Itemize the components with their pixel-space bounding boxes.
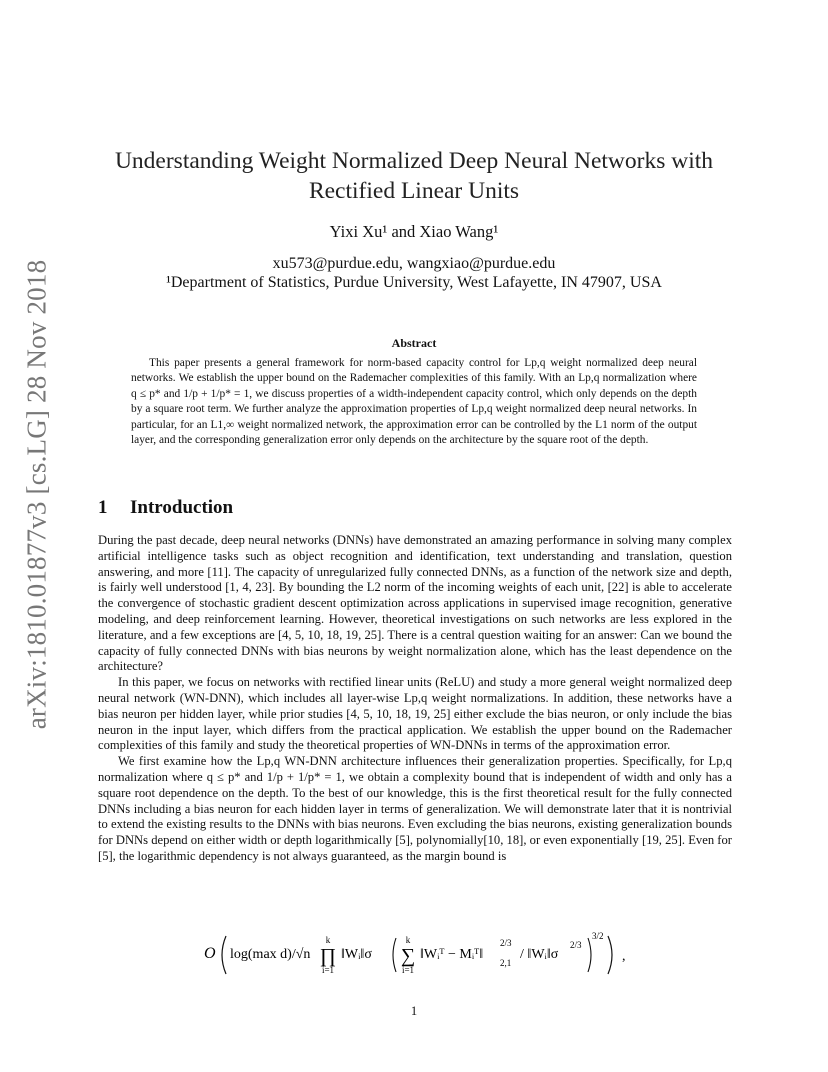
arxiv-id: arXiv:1810.01877v3 [cs.LG] 28 Nov 2018 <box>21 259 52 729</box>
eq-inner-sub: 2,1 <box>500 958 512 968</box>
eq-inner-right-paren <box>588 938 591 972</box>
paragraph: In this paper, we focus on networks with rectified linear units (ReLU) and study a more general weight normalized deep neural network (WN-DNN), which includes all layer-wise Lp,q weight normalizations. In addition, these networks have a bias neuron per hidden layer, while prior studies [4, 5, 10, 18, 19, 25] either exclude the bias neuron, or only include the bias neuron in the input layer, which differs from the practical application. We establish the upper bound on the Rademacher complexities of this family and study the theoretical properties of WN-DNNs in terms of the approximation error. <box>98 675 732 753</box>
section-number: 1 <box>98 497 108 518</box>
abstract-text: This paper presents a general framework for norm-based capacity control for Lp,q weight normalized deep neural networks. We establish the upper bound on the Rademacher complexities of this family. With an Lp,q normalization where q ≤ p* and 1/p + 1/p* = 1, we discuss properties of a width-independent capacity control, which only depends on the depth by a square root term. We further analyze the approximation properties of Lp,q weight normalized deep neural networks. In particular, for an L1,∞ weight normalized network, the approximation error can be controlled by the L1 norm of the output layer, and the corresponding generalization error only depends on the architecture by the square root of the depth. <box>131 357 697 447</box>
affiliation: ¹Department of Statistics, Purdue University, West Lafayette, IN 47907, USA <box>166 274 662 291</box>
paragraph: During the past decade, deep neural networks (DNNs) have demonstrated an amazing performance in solving many complex artificial intelligence tasks such as object recognition and identification, text understanding and translation, question answering, and more [11]. The capacity of unregularized fully connected DNNs, as a function of the network size and depth, is fairly well understood [1, 4, 23]. By bounding the L2 norm of the incoming weights of each unit, [22] is able to accelerate the convergence of stochastic gradient descent optimization across applications in supervised image recognition, generative modeling, and deep reinforcement learning. However, theoretical investigations on such networks are less explored in the literature, and a few exceptions are [4, 5, 10, 18, 19, 25]. There is a central question waiting for an answer: Can we bound the capacity of fully connected DNNs with bias neurons by weight normalization alone, which has the least dependence on the architecture? <box>98 533 732 674</box>
title-line-2: Rectified Linear Units <box>308 178 520 204</box>
eq-inner-sup: 2/3 <box>500 938 512 948</box>
eq-prod-top: k <box>325 935 331 945</box>
title-line-1: Understanding Weight Normalized Deep Neural Networks with <box>114 148 714 174</box>
authors: Yixi Xu¹ and Xiao Wang¹ <box>329 222 499 241</box>
paragraph: We first examine how the Lp,q WN-DNN architecture influences their generalization properties. Specifically, for Lp,q normalization where q ≤ p* and 1/p + 1/p* = 1, we obtain a complexity bound that is independent of width and only has a square root dependence on the depth. To the best of our knowledge, this is the first theoretical result for the fully connected DNNs including a bias neuron for each hidden layer in terms of generalization. We will demonstrate later that it is nontrivial to extend the existing results to the DNNs with bias neurons. Even excluding the bias neurons, existing generalization bounds for DNNs depend on either width or depth logarithmically [5], polynomially[10, 18], or even exponentially [19, 25]. Even for [5], the logarithmic dependency is not always guaranteed, as the margin bound is <box>98 754 732 863</box>
eq-O: O <box>204 945 216 962</box>
section-heading <box>98 497 738 519</box>
eq-outer-sup: 3/2 <box>592 931 604 941</box>
eq-trailing-comma: , <box>622 949 626 964</box>
eq-log-term: log(max d)/√n <box>230 947 311 962</box>
section-title: Introduction <box>130 497 234 518</box>
eq-norm-term: ‖Wᵢ‖σ <box>341 947 372 962</box>
eq-sum-bottom: i=1 <box>401 965 415 975</box>
eq-prod-symbol: ∏ <box>319 945 337 967</box>
eq-sum-top: k <box>405 935 411 945</box>
eq-div-term: / ‖Wᵢ‖σ <box>520 947 559 962</box>
eq-prod-bottom: i=1 <box>321 965 335 975</box>
arxiv-sidebar-stamp <box>20 259 54 729</box>
page-number: 1 <box>410 1004 418 1018</box>
paper-title <box>100 146 728 206</box>
author-emails: xu573@purdue.edu, wangxiao@purdue.edu <box>272 255 556 272</box>
body-text <box>98 533 732 865</box>
abstract-heading: Abstract <box>391 336 437 350</box>
eq-inner-norm: ‖Wᵢᵀ − Mᵢᵀ‖ <box>420 947 484 962</box>
eq-div-sup: 2/3 <box>570 940 582 950</box>
eq-inner-left-paren <box>393 938 396 972</box>
margin-bound-equation <box>200 932 640 978</box>
eq-right-paren <box>608 936 612 974</box>
eq-sum-symbol: ∑ <box>400 945 416 967</box>
eq-left-paren <box>222 936 226 974</box>
